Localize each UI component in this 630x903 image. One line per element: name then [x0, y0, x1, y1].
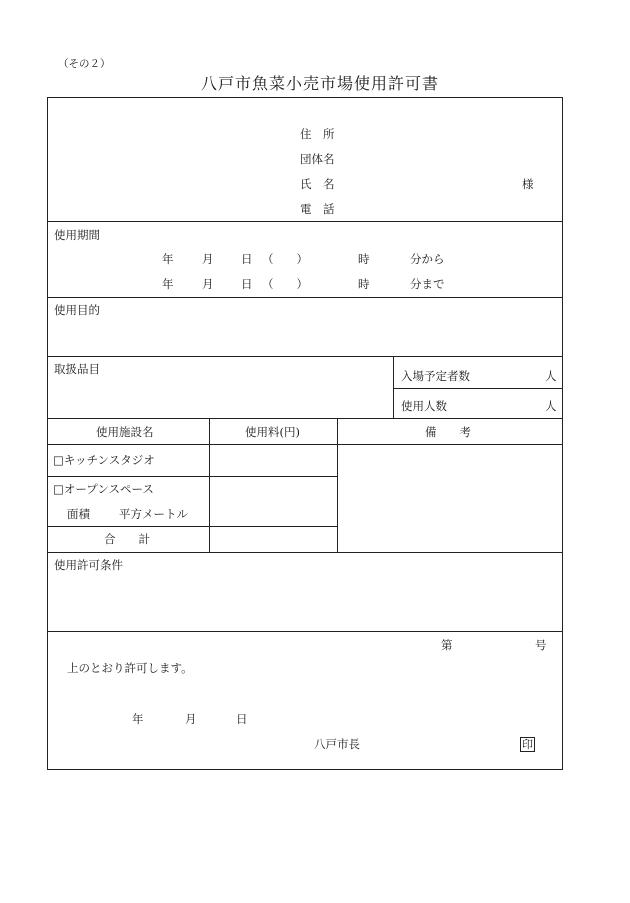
divider	[393, 388, 563, 389]
expected-attendees-unit: 人	[545, 369, 557, 383]
divider	[47, 444, 563, 445]
honorific: 様	[522, 177, 534, 191]
seal-mark: 印	[522, 738, 533, 751]
permit-statement: 上のとおり許可します。	[67, 661, 193, 675]
conditions-label: 使用許可条件	[54, 558, 123, 572]
expected-attendees-label: 入場予定者数	[401, 369, 470, 383]
divider	[337, 418, 338, 552]
period-from-hour: 時	[358, 252, 370, 266]
permit-number-suffix: 号	[535, 638, 547, 652]
open-space-checkbox[interactable]: □オープンスペース	[53, 482, 154, 496]
divider	[47, 552, 563, 553]
total-label: 合 計	[104, 532, 150, 546]
address-label: 住 所	[300, 127, 335, 141]
divider	[209, 418, 210, 552]
divider	[393, 356, 394, 418]
permit-day: 日	[236, 712, 248, 726]
divider	[47, 476, 337, 477]
period-to-year: 年	[162, 277, 174, 291]
divider	[47, 526, 337, 527]
kitchen-studio-checkbox[interactable]: □キッチンスタジオ	[53, 453, 155, 467]
page-title: 八戸市魚菜小売市場使用許可書	[201, 74, 440, 93]
form-number: （その２）	[58, 58, 111, 70]
group-name-label: 団体名	[300, 152, 335, 166]
period-to-day: 日	[241, 277, 253, 291]
divider	[47, 356, 563, 357]
permit-year: 年	[132, 712, 144, 726]
users-count-unit: 人	[545, 399, 557, 413]
remarks-header: 備 考	[425, 425, 471, 439]
permit-month: 月	[185, 712, 197, 726]
area-label: 面積	[67, 507, 90, 521]
period-to-weekday: （ ）	[262, 277, 308, 291]
area-unit: 平方メートル	[119, 507, 188, 521]
divider	[47, 631, 563, 632]
divider	[47, 418, 563, 419]
period-from-minute: 分から	[410, 252, 445, 266]
users-count-label: 使用人数	[401, 399, 447, 413]
divider	[47, 297, 563, 298]
permit-number-prefix: 第	[441, 638, 453, 652]
period-from-weekday: （ ）	[262, 252, 308, 266]
fee-header: 使用料(円)	[245, 425, 300, 439]
period-from-day: 日	[241, 252, 253, 266]
period-to-hour: 時	[358, 277, 370, 291]
period-label: 使用期間	[54, 228, 100, 242]
period-from-month: 月	[202, 252, 214, 266]
purpose-label: 使用目的	[54, 303, 100, 317]
name-label: 氏 名	[300, 177, 335, 191]
phone-label: 電 話	[300, 202, 335, 216]
facility-header: 使用施設名	[96, 425, 154, 439]
period-to-minute: 分まで	[410, 277, 445, 291]
period-from-year: 年	[162, 252, 174, 266]
period-to-month: 月	[202, 277, 214, 291]
issuer-title: 八戸市長	[314, 737, 360, 751]
divider	[47, 221, 563, 222]
goods-label: 取扱品目	[54, 362, 100, 376]
